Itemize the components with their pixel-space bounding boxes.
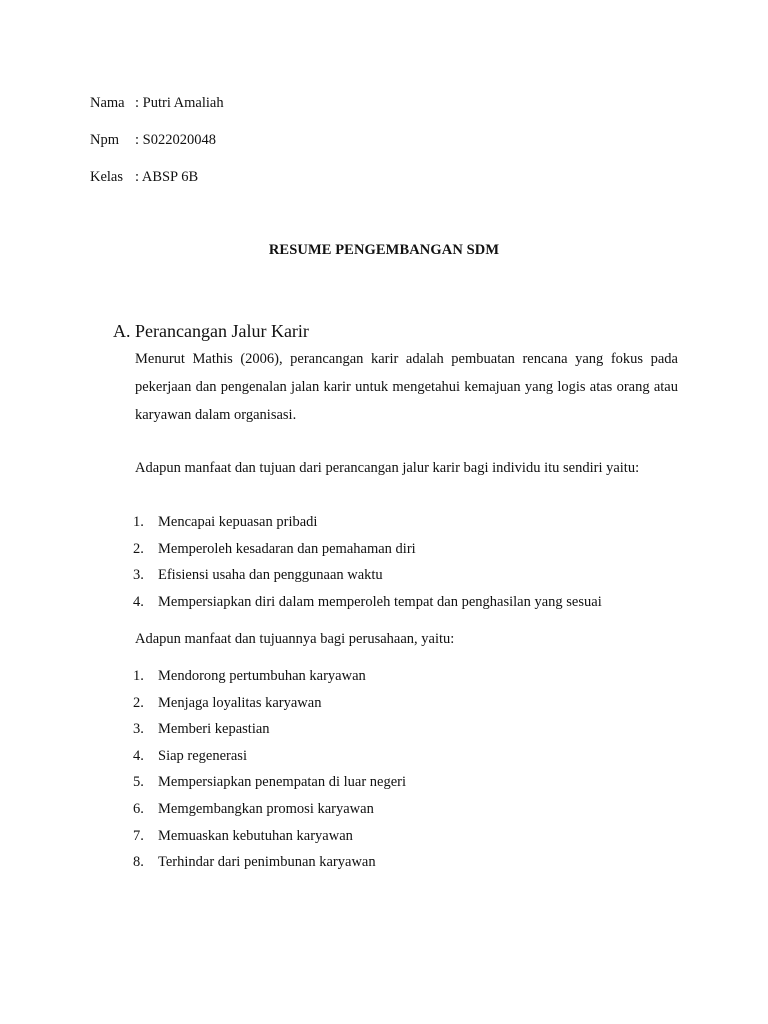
info-row-kelas	[90, 168, 198, 186]
info-label: Kelas	[90, 169, 124, 185]
section-letter: A.	[113, 321, 131, 341]
info-value: : S022020048	[135, 132, 216, 148]
info-value: : ABSP 6B	[135, 169, 199, 185]
list-item: 4. Siap regenerasi	[133, 747, 247, 764]
list-item: 3. Efisiensi usaha dan penggunaan waktu	[133, 567, 383, 584]
intro-company: Adapun manfaat dan tujuannya bagi perusahaan, yaitu:	[135, 631, 455, 647]
info-row-npm	[90, 131, 216, 149]
info-row-nama	[90, 94, 224, 112]
info-value: : Putri Amaliah	[135, 95, 224, 111]
list-item: 3. Memberi kepastian	[133, 721, 270, 738]
list-item: 5. Mempersiapkan penempatan di luar negeri	[133, 774, 407, 791]
individual-benefits-list	[133, 513, 602, 619]
list-item: 7. Memuaskan kebutuhan karyawan	[133, 827, 353, 844]
list-item: 1. Mendorong pertumbuhan karyawan	[133, 668, 366, 684]
list-item: 4. Mempersiapkan diri dalam memperoleh tempat dan penghasilan yang sesuai	[133, 593, 602, 610]
company-benefits-list	[133, 667, 406, 880]
list-item: 2. Memperoleh kesadaran dan pemahaman diri	[133, 540, 416, 557]
info-label: Nama	[90, 95, 125, 111]
section-heading	[113, 321, 309, 342]
list-item: 6. Memgembangkan promosi karyawan	[133, 800, 374, 817]
section-paragraph: Menurut Mathis (2006), perancangan karir adalah pembuatan rencana yang fokus pada pekerjaan dan pengenalan jalan karir untuk mengetahui kemajuan yang logis atas orang atau karyawan dalam organisasi.	[135, 351, 678, 423]
list-item: 8. Terhindar dari penimbunan karyawan	[133, 854, 376, 871]
info-label: Npm	[90, 132, 119, 148]
intro-individual: Adapun manfaat dan tujuan dari perancangan jalur karir bagi individu itu sendiri yaitu:	[135, 460, 640, 476]
list-item: 2. Menjaga loyalitas karyawan	[133, 694, 322, 711]
section-title: Perancangan Jalur Karir	[135, 321, 309, 341]
document-title: RESUME PENGEMBANGAN SDM	[268, 242, 500, 258]
list-item: 1. Mencapai kepuasan pribadi	[133, 514, 318, 530]
